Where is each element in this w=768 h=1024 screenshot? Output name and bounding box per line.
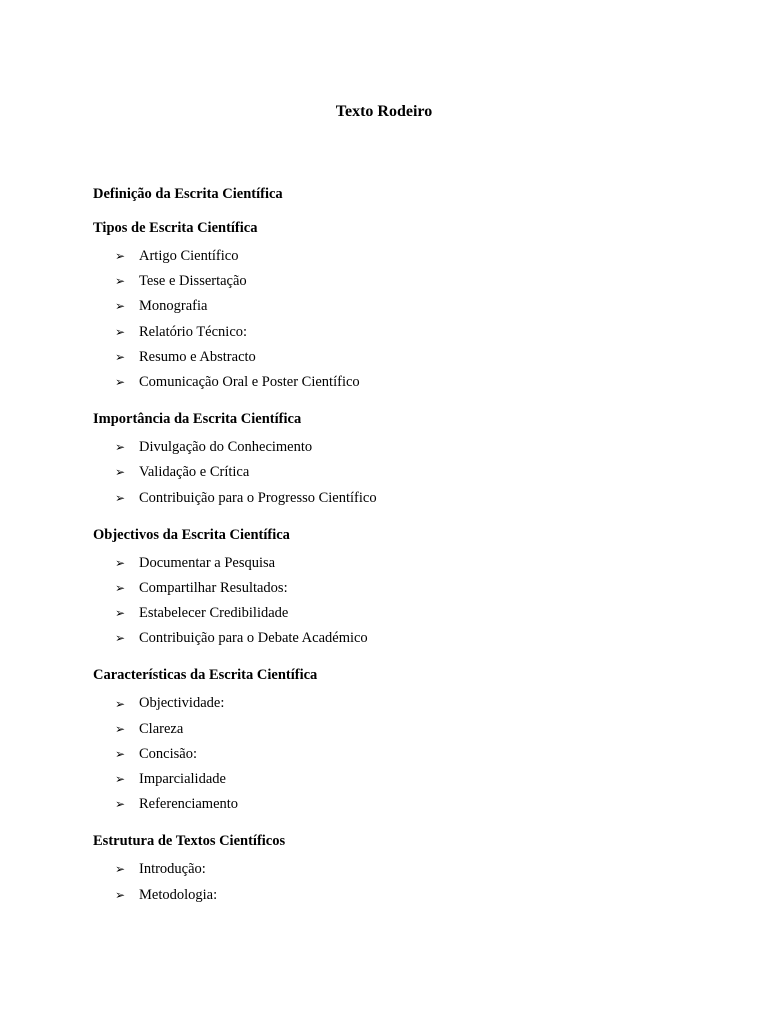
bullet-list <box>93 691 693 817</box>
arrowhead-bullet-icon: ➢ <box>115 696 126 711</box>
list-item-text: Tese e Dissertação <box>139 273 247 290</box>
list-item-text: Divulgação do Conhecimento <box>139 439 313 456</box>
list-item-text: Relatório Técnico: <box>139 323 248 340</box>
arrowhead-bullet-icon: ➢ <box>115 606 126 621</box>
arrowhead-bullet-icon: ➢ <box>115 887 126 902</box>
section-heading: Características da Escrita Científica <box>93 667 318 684</box>
section <box>93 184 693 204</box>
list-item-text: Imparcialidade <box>139 771 226 787</box>
section-heading: Objectivos da Escrita Científica <box>93 526 290 543</box>
arrowhead-bullet-icon: ➢ <box>115 746 126 761</box>
list-item-text: Concisão: <box>139 745 197 762</box>
bullet-list <box>93 244 693 395</box>
section <box>93 665 693 817</box>
list-item <box>115 345 693 370</box>
list-item <box>115 857 693 882</box>
arrowhead-bullet-icon: ➢ <box>115 631 126 646</box>
list-item <box>115 435 693 460</box>
list-item <box>115 460 693 485</box>
list-item <box>115 626 693 651</box>
list-item-text: Resumo e Abstracto <box>139 348 256 365</box>
bullet-list <box>93 857 693 907</box>
arrowhead-bullet-icon: ➢ <box>115 349 126 364</box>
document-title: Texto Rodeiro <box>335 103 433 120</box>
arrowhead-bullet-icon: ➢ <box>115 274 126 289</box>
list-item <box>115 294 693 319</box>
arrowhead-bullet-icon: ➢ <box>115 772 126 787</box>
list-item <box>115 370 693 395</box>
list-item-text: Objectividade: <box>139 695 225 712</box>
list-item <box>115 742 693 767</box>
list-item <box>115 486 693 511</box>
arrowhead-bullet-icon: ➢ <box>115 555 126 570</box>
section-heading: Definição da Escrita Científica <box>93 186 283 202</box>
list-item <box>115 792 693 817</box>
list-item-text: Compartilhar Resultados: <box>139 579 288 596</box>
arrowhead-bullet-icon: ➢ <box>115 580 126 595</box>
arrowhead-bullet-icon: ➢ <box>115 862 126 877</box>
list-item <box>115 551 693 576</box>
list-item <box>115 767 693 792</box>
arrowhead-bullet-icon: ➢ <box>115 797 126 812</box>
arrowhead-bullet-icon: ➢ <box>115 299 126 314</box>
list-item-text: Documentar a Pesquisa <box>139 554 276 571</box>
list-item-text: Monografia <box>139 298 208 315</box>
list-item-text: Comunicação Oral e Poster Científico <box>139 373 360 390</box>
section-heading: Tipos de Escrita Científica <box>93 220 258 236</box>
section-heading: Estrutura de Textos Científicos <box>93 833 286 850</box>
arrowhead-bullet-icon: ➢ <box>115 324 126 339</box>
arrowhead-bullet-icon: ➢ <box>115 465 126 480</box>
arrowhead-bullet-icon: ➢ <box>115 375 126 390</box>
list-item-text: Contribuição para o Debate Académico <box>139 630 368 647</box>
list-item-text: Estabelecer Credibilidade <box>139 605 289 622</box>
section-heading: Importância da Escrita Científica <box>93 411 302 428</box>
arrowhead-bullet-icon: ➢ <box>115 721 126 736</box>
list-item <box>115 320 693 345</box>
list-item-text: Validação e Crítica <box>139 464 250 481</box>
list-item-text: Clareza <box>139 720 184 737</box>
list-item <box>115 691 693 716</box>
arrowhead-bullet-icon: ➢ <box>115 490 126 505</box>
list-item <box>115 269 693 294</box>
section <box>93 218 693 395</box>
bullet-list <box>93 435 693 511</box>
list-item-text: Introdução: <box>139 861 206 878</box>
list-item <box>115 601 693 626</box>
list-item <box>115 244 693 269</box>
list-item-text: Contribuição para o Progresso Científico <box>139 489 377 506</box>
arrowhead-bullet-icon: ➢ <box>115 249 126 264</box>
bullet-list <box>93 551 693 652</box>
section <box>93 525 693 652</box>
list-item <box>115 717 693 742</box>
list-item-text: Artigo Científico <box>139 248 239 264</box>
list-item-text: Referenciamento <box>139 796 239 813</box>
list-item <box>115 883 693 908</box>
section <box>93 831 693 907</box>
list-item-text: Metodologia: <box>139 886 218 903</box>
document-body <box>93 184 693 922</box>
arrowhead-bullet-icon: ➢ <box>115 440 126 455</box>
section <box>93 409 693 511</box>
list-item <box>115 576 693 601</box>
